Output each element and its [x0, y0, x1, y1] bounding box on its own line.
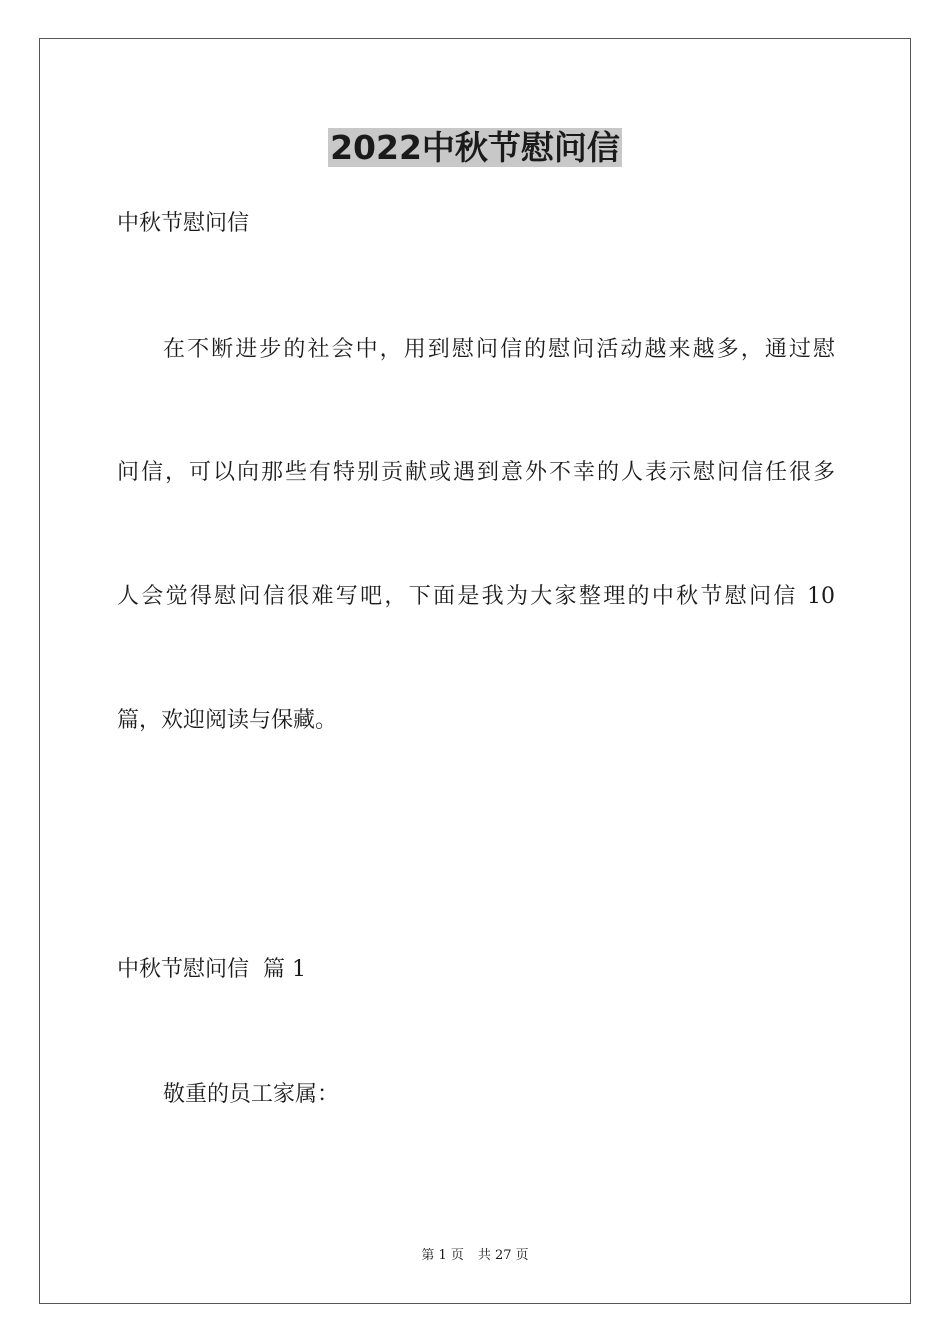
salutation: 敬重的员工家属： [163, 1082, 340, 1107]
page-footer [0, 1247, 950, 1265]
document-title-text: 2022中秋节慰问信 [330, 128, 620, 167]
page-number: 第 1 页 [421, 1248, 464, 1263]
intro-paragraph-line-4: 篇，欢迎阅读与保藏。 [117, 708, 338, 733]
page-total: 共 27 页 [477, 1248, 529, 1263]
intro-paragraph-line-2: 问信，可以向那些有特别贡献或遇到意外不幸的人表示慰问信任很多 [117, 460, 835, 485]
intro-paragraph-line-3: 人会觉得慰问信很难写吧，下面是我为大家整理的中秋节慰问信 10 [117, 584, 835, 609]
document-subtitle: 中秋节慰问信 [117, 211, 250, 236]
intro-paragraph-line-1: 在不断进步的社会中，用到慰问信的慰问活动越来越多，通过慰 [163, 337, 835, 362]
document-title [0, 126, 950, 170]
section-heading: 中秋节慰问信 篇 1 [117, 957, 306, 982]
